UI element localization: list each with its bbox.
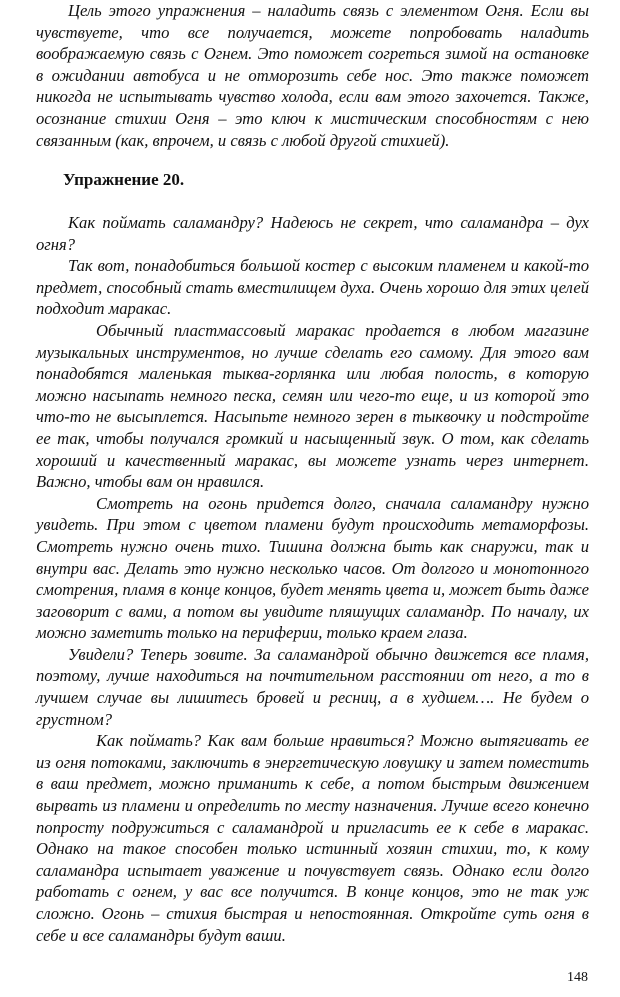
paragraph-bonfire: Так вот, понадобиться большой костер с высоким пламенем и какой-то предмет, способный стать вместилищем духа. Очень хорошо для этих целей подходит маракас. <box>36 256 589 319</box>
intro-section <box>36 0 589 151</box>
paragraph-catching: Как поймать? Как вам больше нравиться? Можно вытягивать ее из огня потоками, заключить в энергетическую ловушку и затем поместить в ваш предмет, можно приманить к себе, а потом быстрым движением вырвать из пламени и определить по месту назначения. Лучше всего конечно попросту подружиться с саламандрой и пригласить ее к себе в маракас. Однако на такое способен только истинный хозяин стихии, то, к кому саламандра испытает уважение и почувствует связь. Однако если долго работать с огнем, у вас все получится. В конце концов, это не так уж сложно. Огонь – стихия быстрая и непостоянная. Откройте суть огня в себе и все саламандры будут ваши. <box>36 731 589 945</box>
paragraph-maracas: Обычный пластмассовый маракас продается в любом магазине музыкальных инструментов, но лучше сделать его самому. Для этого вам понадобятся маленькая тыква-горлянка или любая полость, в которую можно насыпать немного песка, семян или чего-то еще, и из которой это что-то не высыплется. Насыпьте немного зерен в тыквочку и подстройте ее так, чтобы получался громкий и насыщенный звук. О том, как сделать хороший и качественный маракас, вы можете узнать через интернет. Важно, чтобы вам он нравился. <box>36 320 589 492</box>
exercise-heading: Упражнение 20. <box>63 170 185 189</box>
exercise-body <box>36 212 589 946</box>
paragraph-watching: Смотреть на огонь придется долго, сначала саламандру нужно увидеть. При этом с цветом пламени будут происходить метаморфозы. Смотреть нужно очень тихо. Тишина должна быть как снаружи, так и внутри вас. Делать это нужно несколько часов. От долгого и монотонного смотрения, пламя в конце концов, будет менять цвета и, может быть даже заговорит с вами, а потом вы увидите пляшущих саламандр. По началу, их можно заметить только на периферии, только краем глаза. <box>36 493 589 643</box>
page-number: 148 <box>567 970 588 985</box>
intro-paragraph: Цель этого упражнения – наладить связь с элементом Огня. Если вы чувствуете, что все получается, можете попробовать наладить воображаемую связь с Огнем. Это поможет согреться зимой на остановке в ожидании автобуса и не отморозить себе нос. Это также поможет никогда не испытывать чувство холода, если вам этого захочется. Также, осознание стихии Огня – это ключ к мистическим способностям с нею связанным (как, впрочем, и связь с любой другой стихией). <box>36 1 589 150</box>
paragraph-question: Как поймать саламандру? Надеюсь не секрет, что саламандра – дух огня? <box>36 213 589 254</box>
paragraph-calling: Увидели? Теперь зовите. За саламандрой обычно движется все пламя, поэтому, лучше находиться на почтительном расстоянии от него, а то в лучшем случае вы лишитесь бровей и ресниц, а в худшем…. Не будем о грустном? <box>36 644 589 729</box>
